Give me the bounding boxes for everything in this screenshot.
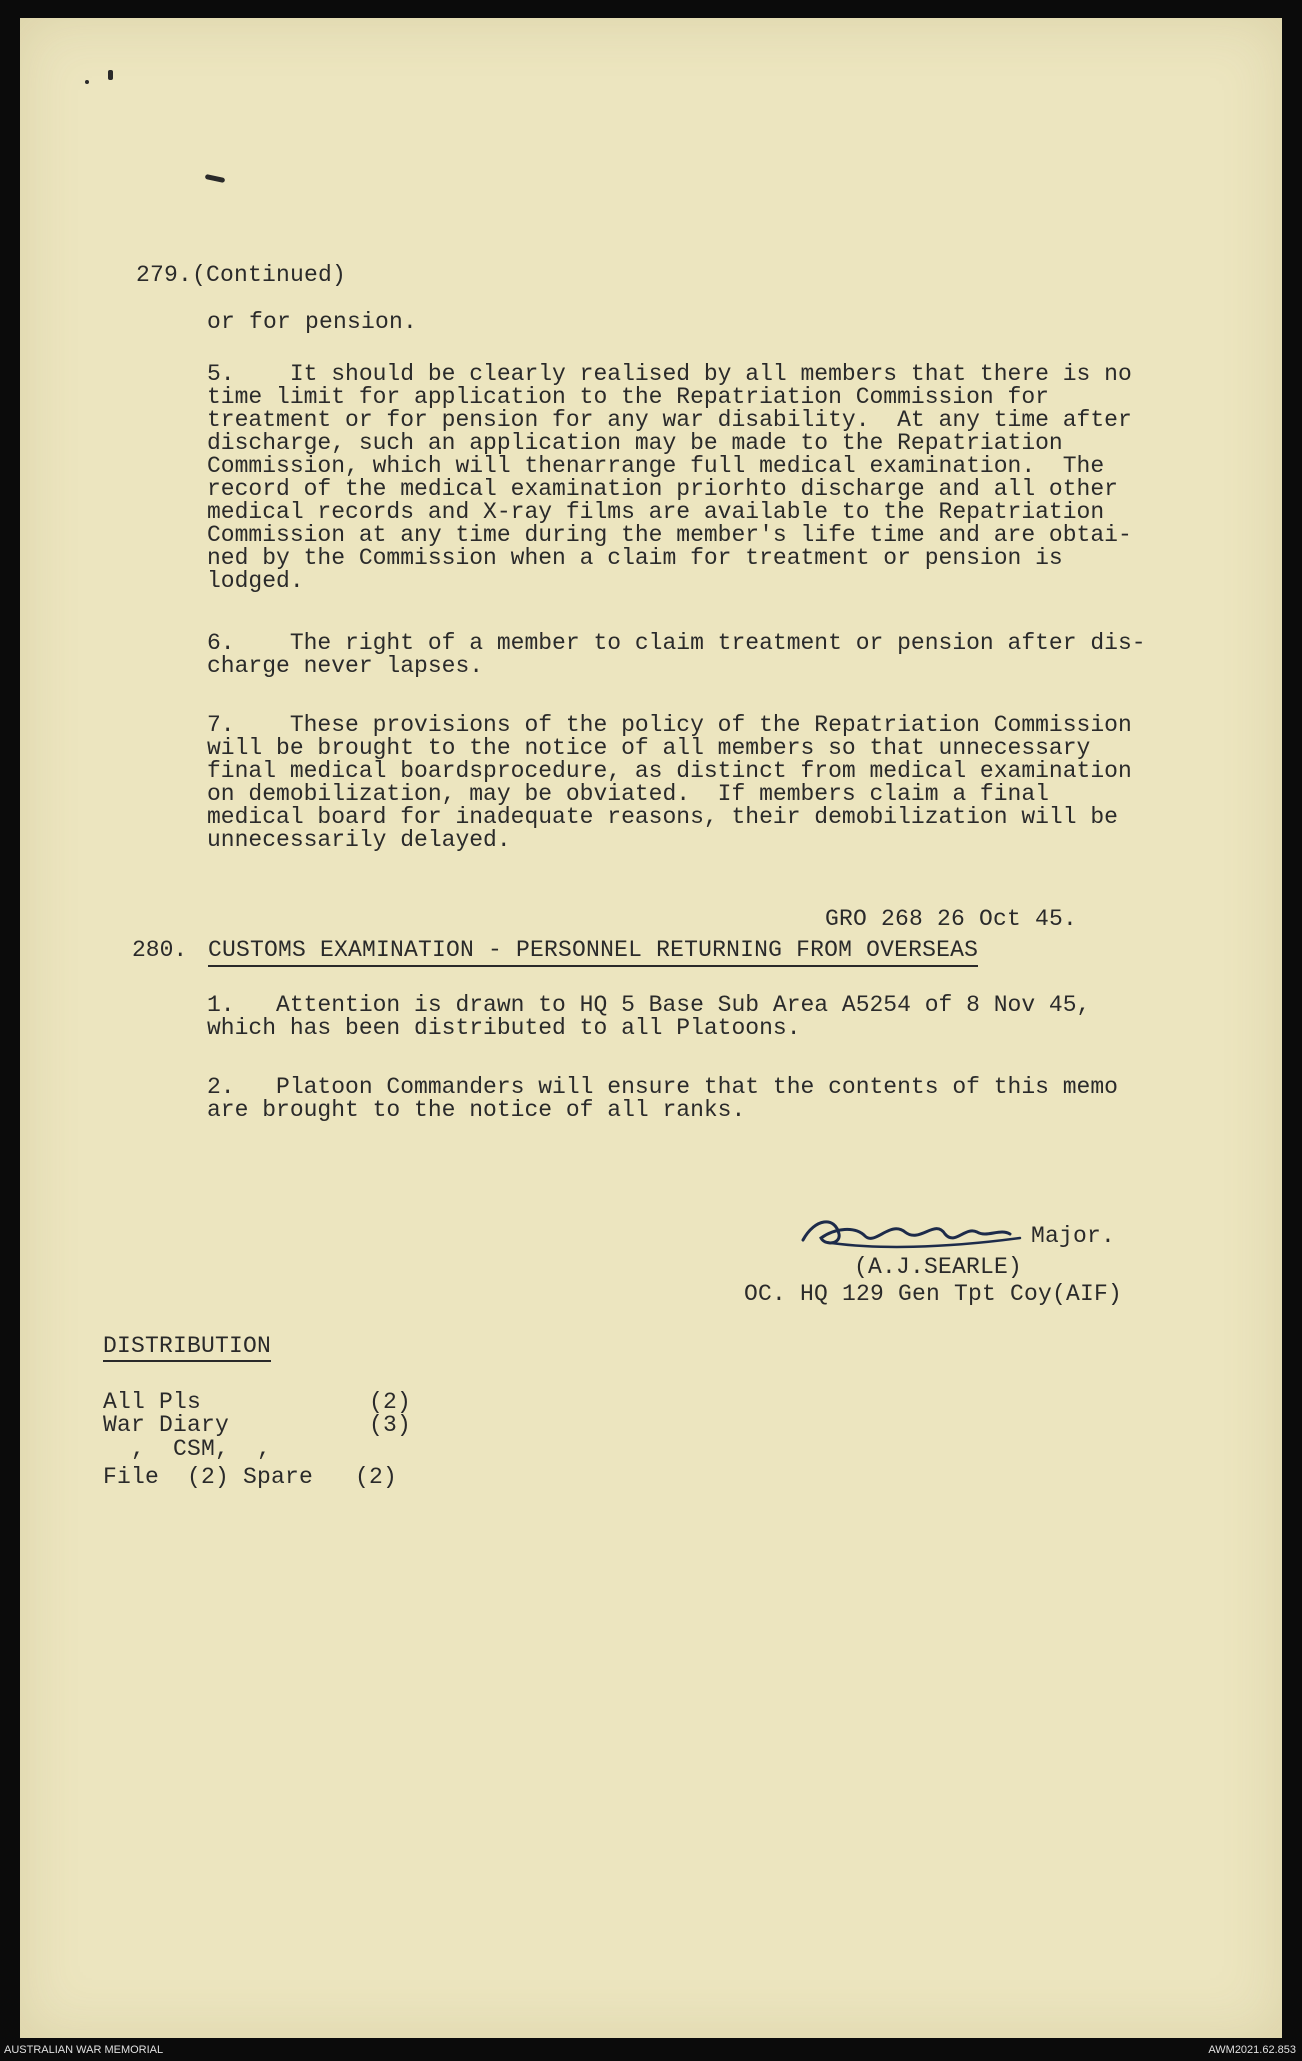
paragraph-280-2 (207, 1076, 1227, 1122)
heading-279: 279.(Continued) (136, 262, 347, 288)
paragraph-line: 5. It should be clearly realised by all members that there is no (207, 361, 1132, 387)
paragraph-line: ned by the Commission when a claim for treatment or pension is (207, 545, 1063, 571)
paragraph-line: Commission at any time during the member's life time and are obtai- (207, 522, 1132, 548)
paragraph-line: final medical boardsprocedure, as distinct from medical examination (207, 758, 1132, 784)
footer-accession-number: AWM2021.62.853 (1208, 2044, 1296, 2056)
stray-mark (205, 174, 226, 183)
paragraph-5 (207, 363, 1227, 593)
paragraph-line: will be brought to the notice of all members so that unnecessary (207, 735, 1091, 761)
signature-title: OC. HQ 129 Gen Tpt Coy(AIF) (744, 1281, 1123, 1307)
paragraph-line: treatment or for pension for any war disability. At any time after (207, 407, 1132, 433)
paragraph-line: Commission, which will thenarrange full medical examination. The (207, 453, 1105, 479)
paragraph-line: 1. Attention is drawn to HQ 5 Base Sub Area A5254 of 8 Nov 45, (207, 992, 1091, 1018)
distribution-line: File (2) Spare (2) (103, 1464, 398, 1490)
paragraph-7 (207, 714, 1227, 852)
paragraph-line: discharge, such an application may be made to the Repatriation (207, 430, 1063, 456)
document-page (20, 18, 1282, 2038)
stray-mark (85, 80, 89, 84)
paragraph-line: lodged. (207, 568, 304, 594)
paragraph-6 (207, 632, 1227, 678)
heading-280-title: CUSTOMS EXAMINATION - PERSONNEL RETURNING FROM OVERSEAS (208, 937, 978, 967)
signature-rank: Major. (1031, 1223, 1116, 1249)
paragraph-line: medical records and X-ray films are available to the Repatriation (207, 499, 1105, 525)
signature-name: (A.J.SEARLE) (854, 1254, 1023, 1280)
paragraph-line: which has been distributed to all Platoons. (207, 1015, 801, 1041)
paragraph-intro: or for pension. (207, 309, 418, 335)
distribution-heading: DISTRIBUTION (103, 1335, 271, 1362)
paragraph-line: medical board for inadequate reasons, their demobilization will be (207, 804, 1118, 830)
paragraph-280-1 (207, 994, 1227, 1040)
paragraph-line: time limit for application to the Repatriation Commission for (207, 384, 1049, 410)
paragraph-line: 2. Platoon Commanders will ensure that the contents of this memo (207, 1074, 1118, 1100)
stray-mark (108, 70, 113, 80)
paragraph-line: charge never lapses. (207, 653, 484, 679)
paragraph-line: 6. The right of a member to claim treatment or pension after dis- (207, 630, 1146, 656)
paragraph-line: are brought to the notice of all ranks. (207, 1097, 746, 1123)
paragraph-line: on demobilization, may be obviated. If members claim a final (207, 781, 1049, 807)
paragraph-line: 7. These provisions of the policy of the Repatriation Commission (207, 712, 1132, 738)
distribution-line: War Diary (3) (103, 1412, 412, 1438)
gro-reference: GRO 268 26 Oct 45. (825, 906, 1078, 932)
handwritten-signature (795, 1198, 1035, 1258)
paragraph-line: record of the medical examination priorhto discharge and all other (207, 476, 1118, 502)
heading-280-number: 280. (132, 937, 188, 963)
footer-source: AUSTRALIAN WAR MEMORIAL (4, 2044, 164, 2056)
distribution-line: , CSM, , (103, 1436, 272, 1462)
distribution-line: All Pls (2) (103, 1389, 412, 1415)
paragraph-line: unnecessarily delayed. (207, 827, 511, 853)
